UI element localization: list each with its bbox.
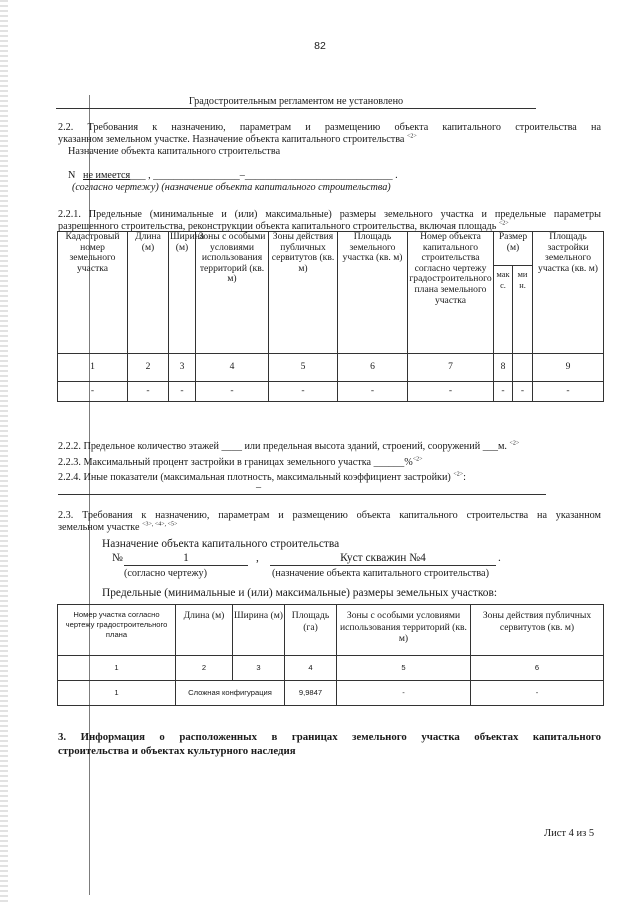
t2-plot-number: 1 [58,681,176,706]
regulation-text: Градостроительным регламентом не установлено [188,96,404,107]
limits-table-1 [57,231,604,402]
t1-header-object-number: Номер объекта капитального строительства согласно чертежу градостроительного плана земельного участка [408,232,494,354]
limits-table-2 [57,604,604,706]
s23-period: . [498,552,501,564]
s23-purpose: Куст скважин №4 [340,552,426,564]
t1-num-9: 9 [533,354,604,382]
t1-cell: - [269,382,338,402]
s221-line2: разрешенного строительства, реконструкции объекта капитального строительства, включая площадь $^{<2>}$ [58,220,509,232]
t2-servitude-zones: - [471,681,604,706]
t1-num-8b: 8 [513,354,533,382]
t1-num-4: 4 [196,354,269,382]
t2-header-area: Площадь (га) [285,605,337,656]
t1-subheader-max: мак с. [494,266,513,354]
t1-header-building-area: Площадь застройки земельного участка (кв. м) [533,232,604,354]
t1-num-1: 1 [58,354,128,382]
s23-caption-right: (назначение объекта капитального строительства) [272,568,489,579]
s23-n-prefix: № [112,552,123,564]
t1-cell: - [128,382,169,402]
s22-line2: указанном земельном участке. Назначение объекта капитального строительства $^{<2>}$ [58,133,417,145]
t1-num-2: 2 [128,354,169,382]
s3-line2: строительства и объектах культурного наследия [58,745,296,757]
t1-subheader-min: ми н. [513,266,533,354]
t1-cell: - [196,382,269,402]
t2-header-width: Ширина (м) [233,605,285,656]
t1-cell: - [408,382,494,402]
s22-line1: 2.2. Требования к назначению, параметрам и размещению объекта капитального строительства на [58,122,601,133]
t1-cell: - [169,382,196,402]
s22-name-label: Назначение объекта капитального строительства [68,146,281,157]
s23-purpose-underline [270,565,496,566]
t2-num-4: 4 [285,656,337,681]
t2-num-3: 3 [233,656,285,681]
t2-num-6: 6 [471,656,604,681]
t1-cell: - [494,382,513,402]
s22-caption: (согласно чертежу) (назначение объекта капитального строительства) [72,182,391,193]
t2-dimensions: Сложная конфигурация [176,681,285,706]
s23-line1: 2.3. Требования к назначению, параметрам и размещению объекта капитального строительства на указанном [58,510,601,521]
s23-limits: Предельные (минимальные и (или) максимальные) размеры земельных участков: [102,587,498,599]
sheet-footer: Лист 4 из 5 [544,828,595,839]
t1-header-size: Размер (м) [494,232,533,266]
t1-num-8a: 8 [494,354,513,382]
regulation-underline [56,108,536,109]
t2-header-special-zones: Зоны с особыми условиями использования территорий (кв. м) [337,605,471,656]
t2-header-servitude-zones: Зоны действия публичных сервитутов (кв. м) [471,605,604,656]
t2-num-1: 1 [58,656,176,681]
t1-cell: - [338,382,408,402]
t1-num-3: 3 [169,354,196,382]
t1-header-width: Ширина (м) [169,232,196,354]
t1-header-cadastral: Кадастровый номер земельного участка [58,232,128,354]
t2-special-zones: - [337,681,471,706]
t2-num-2: 2 [176,656,233,681]
s221-line1: 2.2.1. Предельные (минимальные и (или) максимальные) размеры земельного участка и предельные параметры [58,209,601,220]
t1-cell: - [58,382,128,402]
t1-cell: - [513,382,533,402]
s224-text: 2.2.4. Иные показатели (максимальная плотность, максимальный коэффициент застройки) $^{<2>}$: [58,471,467,483]
t2-header-length: Длина (м) [176,605,233,656]
s224-line [58,494,546,495]
t1-cell: - [533,382,604,402]
t1-num-6: 6 [338,354,408,382]
t1-num-5: 5 [269,354,338,382]
t1-header-servitude-zones: Зоны действия публичных сервитутов (кв. м) [269,232,338,354]
t2-header-plot-number: Номер участка согласно чертежу градостроительного плана [58,605,176,656]
s223-text: 2.2.3. Максимальный процент застройки в границах земельного участка ______%$^{<2>}$ [58,456,423,468]
s222-text: 2.2.2. Предельное количество этажей ____ или предельная высота зданий, строений, сооружений ___м. $^{<2>}$ [58,440,520,452]
t2-num-5: 5 [337,656,471,681]
s23-caption-left: (согласно чертежу) [124,568,207,579]
s23-comma: , [256,552,259,564]
s23-line2: земельном участке $^{<3>, <4>, <5>}$ [58,521,178,533]
t2-area: 9,9847 [285,681,337,706]
s224-dash: – [256,482,262,493]
s23-name-label: Назначение объекта капитального строительства [102,538,340,550]
t1-header-area: Площадь земельного участка (кв. м) [338,232,408,354]
s23-n-value: 1 [183,552,189,564]
t1-num-7: 7 [408,354,494,382]
t1-header-special-zones: Зоны с особыми условиями использования территорий (кв. м) [196,232,269,354]
scan-edge [0,0,8,905]
s22-n-line: N не имеется___ , _________________–_____________________________ . [68,170,398,181]
page-number: 82 [314,40,326,52]
s23-n-underline [124,565,248,566]
s3-line1: 3. Информация о расположенных в границах земельного участка объектах капитального [58,731,601,743]
t1-header-length: Длина (м) [128,232,169,354]
